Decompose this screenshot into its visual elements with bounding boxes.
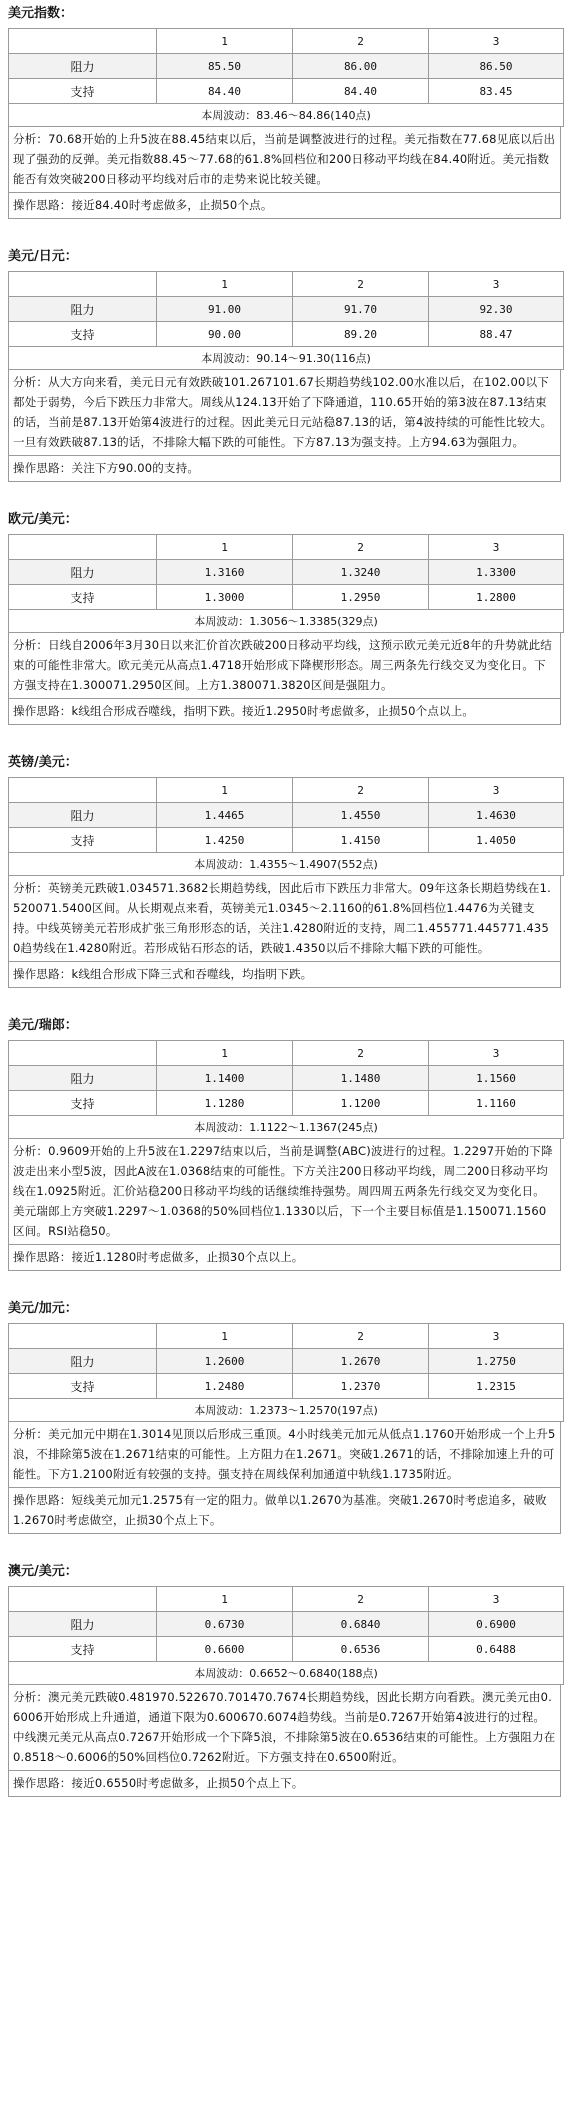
support-value-2: 89.20 xyxy=(293,322,429,347)
resistance-row xyxy=(9,1066,564,1091)
header-cell-2: 2 xyxy=(293,1041,429,1066)
operation-text: 操作思路：关注下方90.00的支持。 xyxy=(8,456,561,482)
operation-text: 操作思路：接近1.1280时考虑做多，止损30个点以上。 xyxy=(8,1245,561,1271)
weekly-wave: 本周波动：83.46～84.86(140点) xyxy=(9,104,564,127)
support-label: 支持 xyxy=(9,322,157,347)
resistance-value-3: 0.6900 xyxy=(429,1612,564,1637)
weekly-wave: 本周波动：0.6652～0.6840(188点) xyxy=(9,1662,564,1685)
resistance-row xyxy=(9,297,564,322)
header-cell-3: 3 xyxy=(429,272,564,297)
weekly-wave-row xyxy=(9,1116,564,1139)
support-value-1: 1.1280 xyxy=(157,1091,293,1116)
support-value-1: 1.3000 xyxy=(157,585,293,610)
resistance-value-2: 1.2670 xyxy=(293,1349,429,1374)
header-cell-3: 3 xyxy=(429,1587,564,1612)
resistance-label: 阻力 xyxy=(9,297,157,322)
resistance-value-2: 86.00 xyxy=(293,54,429,79)
support-label: 支持 xyxy=(9,1091,157,1116)
analysis-text: 分析：美元加元中期在1.3014见顶以后形成三重顶。4小时线美元加元从低点1.1760开始形成一个上升5浪，不排除第5波在1.2671结束的可能性。上方阻力在1.2671。突破1.2671的话，不排除加速上升的可能性。下方1.2100附近有较强的支持。强支持在周线保利加通道中轨线1.1735附近。 xyxy=(8,1422,561,1488)
resistance-value-1: 91.00 xyxy=(157,297,293,322)
operation-text: 操作思路：短线美元加元1.2575有一定的阻力。做单以1.2670为基准。突破1.2670时考虑追多，破败1.2670时考虑做空，止损30个点上下。 xyxy=(8,1488,561,1534)
support-value-3: 1.1160 xyxy=(429,1091,564,1116)
resistance-row xyxy=(9,1612,564,1637)
header-cell-3: 3 xyxy=(429,1041,564,1066)
support-row xyxy=(9,828,564,853)
levels-table xyxy=(8,1586,564,1685)
section-title: 美元/加元： xyxy=(8,1301,78,1316)
header-row xyxy=(9,778,564,803)
header-cell-2: 2 xyxy=(293,778,429,803)
resistance-row xyxy=(9,1349,564,1374)
support-value-2: 0.6536 xyxy=(293,1637,429,1662)
levels-table xyxy=(8,777,564,876)
resistance-label: 阻力 xyxy=(9,54,157,79)
support-value-2: 1.1200 xyxy=(293,1091,429,1116)
support-row xyxy=(9,1091,564,1116)
header-cell-3: 3 xyxy=(429,1324,564,1349)
header-cell-3: 3 xyxy=(429,778,564,803)
resistance-label: 阻力 xyxy=(9,1066,157,1091)
section-usd-chf xyxy=(0,1012,571,1295)
resistance-value-3: 1.3300 xyxy=(429,560,564,585)
resistance-value-2: 91.70 xyxy=(293,297,429,322)
resistance-value-3: 92.30 xyxy=(429,297,564,322)
analysis-text: 分析：70.68开始的上升5波在88.45结束以后，当前是调整波进行的过程。美元指数在77.68见底以后出现了强劲的反弹。美元指数88.45～77.68的61.8%回档位和200日移动平均线在84.40附近。美元指数能否有效突破200日移动平均线对后市的走势来说比较关键。 xyxy=(8,127,561,193)
support-value-2: 1.2370 xyxy=(293,1374,429,1399)
resistance-row xyxy=(9,54,564,79)
resistance-value-2: 0.6840 xyxy=(293,1612,429,1637)
resistance-value-2: 1.4550 xyxy=(293,803,429,828)
section-gbp-usd xyxy=(0,749,571,1012)
support-value-3: 88.47 xyxy=(429,322,564,347)
weekly-wave: 本周波动：1.1122～1.1367(245点) xyxy=(9,1116,564,1139)
weekly-wave: 本周波动：1.3056～1.3385(329点) xyxy=(9,610,564,633)
header-cell-2: 2 xyxy=(293,535,429,560)
header-cell-blank xyxy=(9,1041,157,1066)
resistance-value-2: 1.1480 xyxy=(293,1066,429,1091)
header-cell-blank xyxy=(9,1587,157,1612)
support-row xyxy=(9,1374,564,1399)
analysis-text: 分析：日线自2006年3月30日以来汇价首次跌破200日移动平均线，这预示欧元美元近8年的升势就此结束的可能性非常大。欧元美元从高点1.4718开始形成下降楔形形态。周三两条先行线交叉为变化日。下方强支持在1.300071.2950区间。上方1.380071.3820区间是强阻力。 xyxy=(8,633,561,699)
resistance-value-1: 1.3160 xyxy=(157,560,293,585)
analysis-text: 分析：澳元美元跌破0.481970.522670.701470.7674长期趋势线，因此长期方向看跌。澳元美元由0.6006开始形成上升通道，通道下限为0.600670.6074趋势线。当前是0.7267开始第4波进行的过程。中线澳元美元从高点0.7267开始形成一个下降5浪，不排除第5波在0.6536结束的可能性。上方强阻力在0.8518～0.6006的50%回档位0.7262附近。下方强支持在0.6500附近。 xyxy=(8,1685,561,1771)
support-value-3: 1.4050 xyxy=(429,828,564,853)
weekly-wave-row xyxy=(9,104,564,127)
support-value-1: 1.2480 xyxy=(157,1374,293,1399)
section-usd-index xyxy=(0,0,571,243)
section-title: 美元指数： xyxy=(8,6,74,21)
resistance-value-1: 1.2600 xyxy=(157,1349,293,1374)
header-cell-2: 2 xyxy=(293,1587,429,1612)
weekly-wave-row xyxy=(9,347,564,370)
resistance-value-3: 86.50 xyxy=(429,54,564,79)
weekly-wave-row xyxy=(9,1662,564,1685)
header-cell-1: 1 xyxy=(157,1324,293,1349)
support-row xyxy=(9,585,564,610)
support-row xyxy=(9,79,564,104)
support-value-1: 90.00 xyxy=(157,322,293,347)
header-cell-blank xyxy=(9,535,157,560)
support-value-1: 1.4250 xyxy=(157,828,293,853)
weekly-wave: 本周波动：90.14～91.30(116点) xyxy=(9,347,564,370)
analysis-text: 分析：从大方向来看，美元日元有效跌破101.267101.67长期趋势线102.00水准以后，在102.00以下都处于弱势，今后下跌压力非常大。周线从124.13开始了下降通道，110.65开始的第3波在87.13结束的话，当前是87.13开始第4波进行的过程。因此美元日元站稳87.13的话，第4波持续的可能性比较大。一旦有效跌破87.13的话，不排除大幅下跌的可能性。下方87.13为强支持。上方94.63为强阻力。 xyxy=(8,370,561,456)
header-cell-3: 3 xyxy=(429,29,564,54)
support-label: 支持 xyxy=(9,79,157,104)
header-cell-1: 1 xyxy=(157,29,293,54)
resistance-value-3: 1.1560 xyxy=(429,1066,564,1091)
section-usd-jpy xyxy=(0,243,571,506)
section-eur-usd xyxy=(0,506,571,749)
support-label: 支持 xyxy=(9,1374,157,1399)
resistance-label: 阻力 xyxy=(9,803,157,828)
header-cell-blank xyxy=(9,272,157,297)
weekly-wave-row xyxy=(9,853,564,876)
support-row xyxy=(9,1637,564,1662)
resistance-label: 阻力 xyxy=(9,1349,157,1374)
header-cell-2: 2 xyxy=(293,1324,429,1349)
resistance-value-1: 1.1400 xyxy=(157,1066,293,1091)
operation-text: 操作思路：接近84.40时考虑做多，止损50个点。 xyxy=(8,193,561,219)
header-cell-1: 1 xyxy=(157,272,293,297)
weekly-wave-row xyxy=(9,1399,564,1422)
section-title: 英镑/美元： xyxy=(8,755,78,770)
levels-table xyxy=(8,271,564,370)
analysis-text: 分析：英镑美元跌破1.034571.3682长期趋势线，因此后市下跌压力非常大。09年这条长期趋势线在1.520071.5400区间。从长期观点来看，英镑美元1.0345～2.1160的61.8%回档位1.4476为关键支持。中线英镑美元若形成扩张三角形形态的话，关注1.4280附近的支持，周二1.455771.445771.4350趋势线在1.4280附近。若形成钻石形态的话，跌破1.4350以后不排除大幅下跌的可能性。 xyxy=(8,876,561,962)
section-title: 美元/日元： xyxy=(8,249,78,264)
resistance-value-1: 0.6730 xyxy=(157,1612,293,1637)
levels-table xyxy=(8,1040,564,1139)
operation-text: 操作思路：接近0.6550时考虑做多，止损50个点上下。 xyxy=(8,1771,561,1797)
header-cell-2: 2 xyxy=(293,29,429,54)
header-cell-1: 1 xyxy=(157,535,293,560)
resistance-row xyxy=(9,803,564,828)
support-value-3: 1.2315 xyxy=(429,1374,564,1399)
resistance-label: 阻力 xyxy=(9,560,157,585)
section-usd-cad xyxy=(0,1295,571,1558)
header-cell-1: 1 xyxy=(157,778,293,803)
levels-table xyxy=(8,534,564,633)
header-cell-blank xyxy=(9,29,157,54)
resistance-value-1: 1.4465 xyxy=(157,803,293,828)
support-value-2: 84.40 xyxy=(293,79,429,104)
support-value-2: 1.2950 xyxy=(293,585,429,610)
header-cell-3: 3 xyxy=(429,535,564,560)
support-value-2: 1.4150 xyxy=(293,828,429,853)
support-label: 支持 xyxy=(9,828,157,853)
support-value-3: 1.2800 xyxy=(429,585,564,610)
weekly-wave: 本周波动：1.4355～1.4907(552点) xyxy=(9,853,564,876)
support-value-1: 84.40 xyxy=(157,79,293,104)
header-cell-2: 2 xyxy=(293,272,429,297)
section-title: 欧元/美元： xyxy=(8,512,78,527)
support-value-1: 0.6600 xyxy=(157,1637,293,1662)
support-label: 支持 xyxy=(9,1637,157,1662)
resistance-value-3: 1.4630 xyxy=(429,803,564,828)
header-row xyxy=(9,1041,564,1066)
section-aud-usd xyxy=(0,1558,571,1797)
resistance-label: 阻力 xyxy=(9,1612,157,1637)
support-row xyxy=(9,322,564,347)
header-row xyxy=(9,272,564,297)
levels-table xyxy=(8,1323,564,1422)
resistance-value-1: 85.50 xyxy=(157,54,293,79)
support-value-3: 83.45 xyxy=(429,79,564,104)
operation-text: 操作思路：k线组合形成吞噬线，指明下跌。接近1.2950时考虑做多，止损50个点以上。 xyxy=(8,699,561,725)
section-title: 美元/瑞郎： xyxy=(8,1018,78,1033)
header-row xyxy=(9,1324,564,1349)
support-value-3: 0.6488 xyxy=(429,1637,564,1662)
header-row xyxy=(9,1587,564,1612)
levels-table xyxy=(8,28,564,127)
resistance-value-3: 1.2750 xyxy=(429,1349,564,1374)
weekly-wave-row xyxy=(9,610,564,633)
weekly-wave: 本周波动：1.2373～1.2570(197点) xyxy=(9,1399,564,1422)
resistance-row xyxy=(9,560,564,585)
operation-text: 操作思路：k线组合形成下降三式和吞噬线，均指明下跌。 xyxy=(8,962,561,988)
support-label: 支持 xyxy=(9,585,157,610)
header-row xyxy=(9,29,564,54)
header-row xyxy=(9,535,564,560)
header-cell-1: 1 xyxy=(157,1587,293,1612)
resistance-value-2: 1.3240 xyxy=(293,560,429,585)
analysis-text: 分析：0.9609开始的上升5波在1.2297结束以后，当前是调整(ABC)波进行的过程。1.2297开始的下降波走出来小型5波，因此A波在1.0368结束的可能性。下方关注200日移动平均线，周二200日移动平均线在1.0925附近。汇价站稳200日移动平均线的话继续维持强势。周四周五两条先行线交叉为变化日。美元瑞郎上方突破1.2297～1.0368的50%回档位1.1330以后，下一个主要目标值是1.150071.1560区间。RSI站稳50。 xyxy=(8,1139,561,1245)
section-title: 澳元/美元： xyxy=(8,1564,78,1579)
header-cell-blank xyxy=(9,778,157,803)
header-cell-blank xyxy=(9,1324,157,1349)
header-cell-1: 1 xyxy=(157,1041,293,1066)
